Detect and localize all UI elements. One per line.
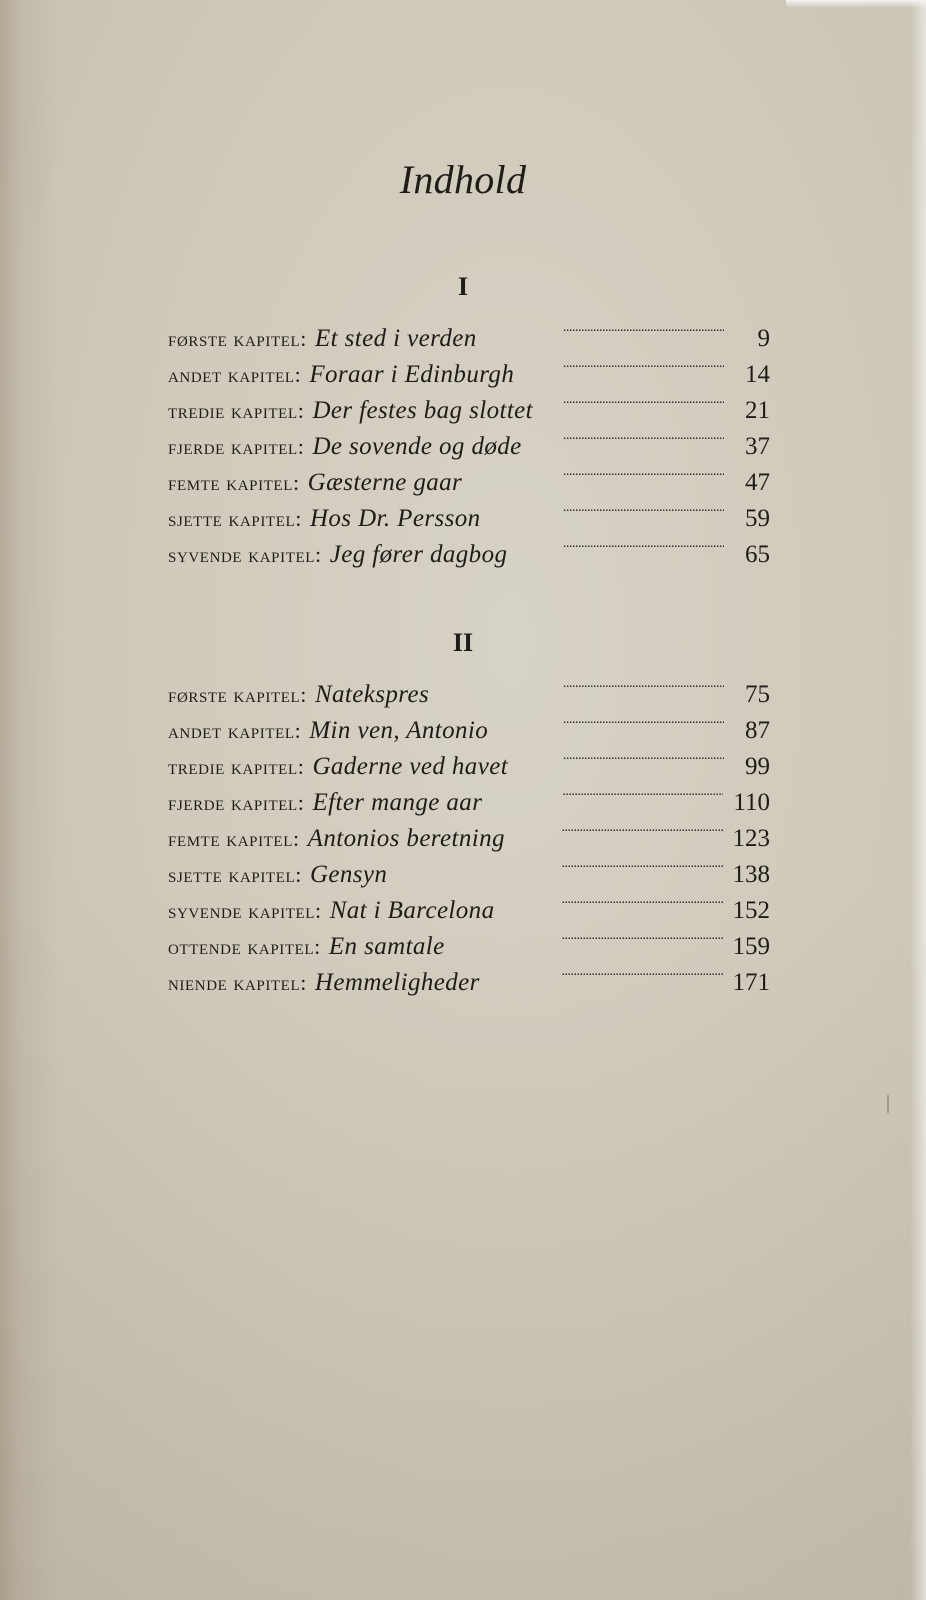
chapter-title: Natekspres bbox=[314, 681, 430, 708]
page-title: Indhold bbox=[399, 157, 527, 202]
page-corner-highlight bbox=[786, 0, 926, 8]
chapter-title: Nat i Barcelona bbox=[329, 897, 495, 924]
chapter-label: sjette kapitel: bbox=[168, 862, 302, 887]
chapter-title: Antonios beretning bbox=[307, 825, 505, 852]
dot-leader bbox=[491, 490, 724, 526]
chapter-title: Hemmeligheder bbox=[314, 969, 480, 996]
chapter-title: Gæsterne gaar bbox=[307, 469, 463, 496]
chapter-title: Gensyn bbox=[309, 861, 388, 888]
paper-mark bbox=[887, 1095, 889, 1113]
page-number: 9 bbox=[757, 325, 770, 352]
part-heading-2: II bbox=[452, 628, 474, 657]
page-number: 75 bbox=[745, 681, 770, 708]
page-number: 21 bbox=[745, 397, 770, 424]
page-number: 99 bbox=[745, 753, 770, 780]
dot-leader bbox=[487, 310, 724, 346]
toc-list-part-2 bbox=[168, 666, 770, 996]
chapter-label: ottende kapitel: bbox=[168, 934, 321, 959]
page-number: 110 bbox=[733, 789, 770, 816]
chapter-label: andet kapitel: bbox=[168, 718, 302, 743]
chapter-label: syvende kapitel: bbox=[168, 542, 322, 567]
chapter-title: Gaderne ved havet bbox=[312, 753, 509, 780]
page-number: 138 bbox=[732, 861, 770, 888]
chapter-label: tredie kapitel: bbox=[168, 398, 305, 423]
page-number: 171 bbox=[732, 969, 770, 996]
page-number: 37 bbox=[745, 433, 770, 460]
dot-leader bbox=[439, 666, 724, 702]
page-edge-shadow bbox=[910, 0, 926, 1600]
chapter-title: Hos Dr. Persson bbox=[309, 505, 481, 532]
dot-leader bbox=[492, 774, 723, 810]
dot-leader bbox=[532, 418, 724, 454]
chapter-title: Der festes bag slottet bbox=[312, 397, 534, 424]
page-number: 87 bbox=[745, 717, 770, 744]
dot-leader bbox=[472, 454, 724, 490]
chapter-label: fjerde kapitel: bbox=[168, 434, 305, 459]
page-number: 123 bbox=[732, 825, 770, 852]
chapter-label: femte kapitel: bbox=[168, 826, 300, 851]
dot-leader bbox=[504, 882, 722, 918]
toc-entry bbox=[168, 310, 770, 352]
chapter-title: De sovende og døde bbox=[312, 433, 522, 460]
chapter-title: Et sted i verden bbox=[314, 325, 477, 352]
chapter-label: første kapitel: bbox=[168, 682, 307, 707]
chapter-label: sjette kapitel: bbox=[168, 506, 302, 531]
toc-entry bbox=[168, 666, 770, 708]
chapter-title: Efter mange aar bbox=[312, 789, 483, 816]
chapter-label: femte kapitel: bbox=[168, 470, 300, 495]
chapter-title: Jeg fører dagbog bbox=[329, 541, 508, 568]
chapter-label: andet kapitel: bbox=[168, 362, 302, 387]
chapter-label: niende kapitel: bbox=[168, 970, 307, 995]
dot-leader bbox=[518, 738, 724, 774]
dot-leader bbox=[517, 526, 724, 562]
dot-leader bbox=[498, 702, 724, 738]
dot-leader bbox=[515, 810, 723, 846]
chapter-title: Min ven, Antonio bbox=[309, 717, 489, 744]
chapter-label: første kapitel: bbox=[168, 326, 307, 351]
dot-leader bbox=[524, 346, 724, 382]
page-number: 14 bbox=[745, 361, 770, 388]
page-number: 152 bbox=[732, 897, 770, 924]
chapter-label: syvende kapitel: bbox=[168, 898, 322, 923]
dot-leader bbox=[490, 954, 723, 990]
chapter-label: tredie kapitel: bbox=[168, 754, 305, 779]
page-number: 47 bbox=[745, 469, 770, 496]
chapter-title: En samtale bbox=[328, 933, 445, 960]
chapter-label: fjerde kapitel: bbox=[168, 790, 305, 815]
part-heading-1: I bbox=[457, 272, 469, 301]
dot-leader bbox=[397, 846, 722, 882]
dot-leader bbox=[455, 918, 723, 954]
page-number: 159 bbox=[732, 933, 770, 960]
page-number: 59 bbox=[745, 505, 770, 532]
chapter-title: Foraar i Edinburgh bbox=[309, 361, 515, 388]
toc-list-part-1 bbox=[168, 310, 770, 568]
dot-leader bbox=[543, 382, 724, 418]
page-number: 65 bbox=[745, 541, 770, 568]
